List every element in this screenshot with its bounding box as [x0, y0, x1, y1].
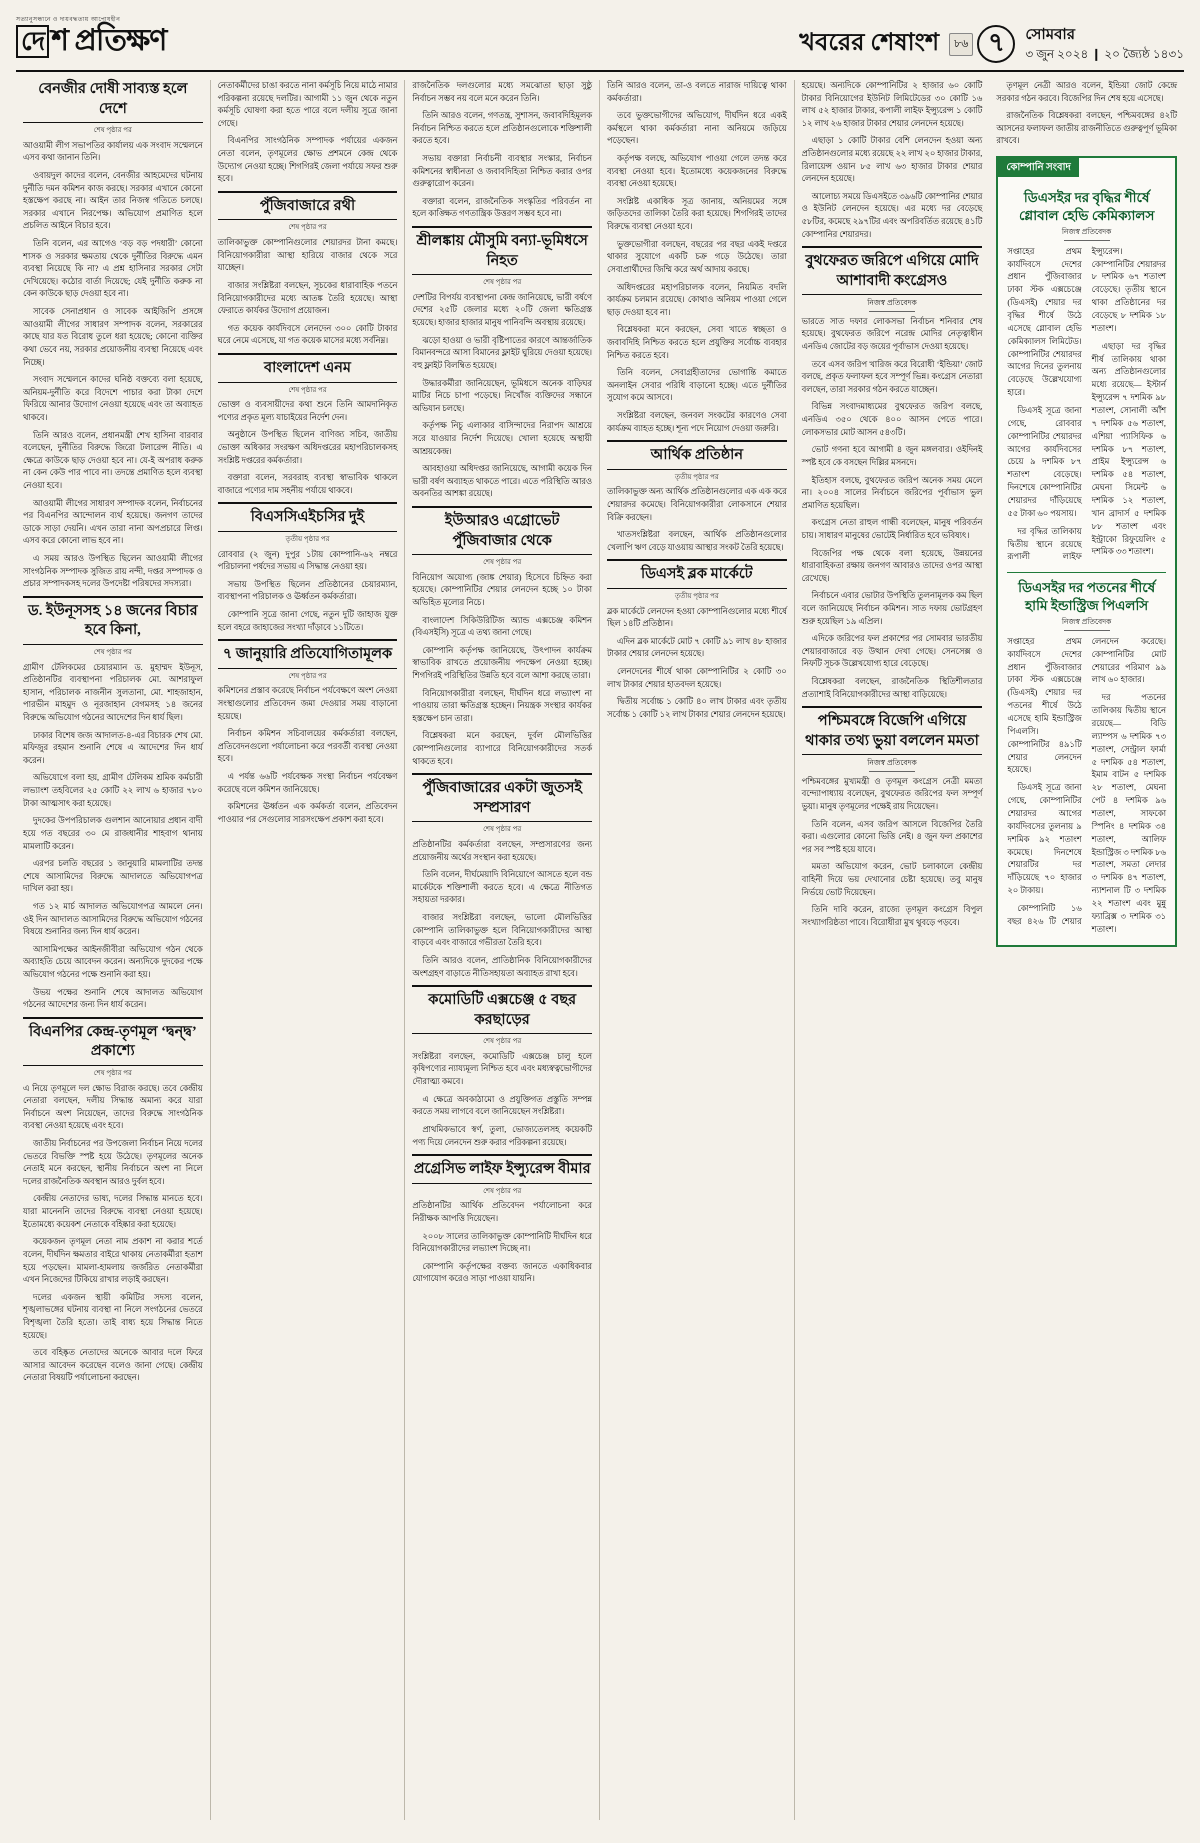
article-headline: পুঁজিবাজারের একটা জুতসই সম্প্রসারণ: [412, 773, 592, 822]
page-badge-small: ৮৬: [949, 33, 973, 56]
article-paragraph: ভারতে সাত দফার লোকসভা নির্বাচন শনিবার শেষ হয়েছে। বুথফেরত জরিপে নরেন্দ্র মোদির নেতৃত্বাধীন এনডিএ জোটের বড় জয়ের পূর্বাভাস দেওয়া হয়েছে।: [801, 316, 983, 352]
article-paragraph: তিনি বলেন, সেবাগ্রহীতাদের ভোগান্তি কমাতে অনলাইন সেবার পরিধি বাড়ানো হচ্ছে। এতে দুর্নীতির সুযোগ কমে আসবে।: [607, 368, 787, 403]
article-kicker: শেষ পৃষ্ঠার পর: [483, 1186, 522, 1195]
article-headline: আর্থিক প্রতিষ্ঠান: [607, 440, 787, 470]
byline-text: নিজস্ব প্রতিবেদক: [867, 758, 917, 768]
article-paragraph: নির্বাচন কমিশন সচিবালয়ের কর্মকর্তারা বলছেন, প্রতিবেদনগুলো পর্যালোচনা করে পরবর্তী ব্যবস্থা নেওয়া হবে।: [217, 729, 398, 764]
article-paragraph: কেন্দ্রীয় নেতাদের ভাষ্য, দলের সিদ্ধান্ত মানতে হবে। যারা মানেননি তাদের বিরুদ্ধে ব্যবস্থা নেওয়া হয়েছে। ইতোমধ্যে কয়েকশ নেতাকে বহিষ্কার করা হয়েছে।: [23, 1194, 203, 1229]
article-headline: বুথফেরত জরিপে এগিয়ে মোদি আশাবাদী কংগ্রেসও: [802, 246, 983, 295]
byline-rule: [869, 311, 915, 312]
article-headline: পুঁজিবাজারে রথী: [218, 191, 398, 221]
article-paragraph: ডিএসই সূত্রে জানা গেছে, রোববার কোম্পানিটির শেয়ারদর আগের কার্যদিবসের চেয়ে ৯ দশমিক ৮৭ শতাংশ বেড়েছে। দিনশেষে কোম্পানিটির শেয়ারদর দাঁড়িয়েছে ৫৫ টাকা ৬০ পয়সায়।: [1007, 406, 1082, 518]
article-paragraph: বাংলাদেশ সিকিউরিটিজ অ্যান্ড এক্সচেঞ্জ কমিশন (বিএসইসি) সূত্রে এ তথ্য জানা গেছে।: [412, 615, 592, 638]
article-paragraph: কোম্পানি কর্তৃপক্ষ জানিয়েছে, উৎপাদন কার্যক্রম স্বাভাবিক রাখতে প্রয়োজনীয় পদক্ষেপ নেওয়া হচ্ছে। শিগগিরই পরিস্থিতির উন্নতি হবে বলে আশা করছে তারা।: [412, 645, 592, 680]
company-news-headline: ডিএসইর দর বৃদ্ধির শীর্ষে গ্লোবাল হেভি কেমিক্যালস: [1018, 190, 1155, 223]
article-paragraph: আবহাওয়া অধিদপ্তর জানিয়েছে, আগামী কয়েক দিন ভারী বর্ষণ অব্যাহত থাকতে পারে। এতে পরিস্থিতি আরও অবনতির আশঙ্কা রয়েছে।: [412, 464, 592, 499]
date-line: ৩ জুন ২০২৪ ❙ ২০ জ্যৈষ্ঠ ১৪৩১: [1025, 47, 1184, 62]
weekday: সোমবার: [1025, 27, 1076, 44]
article-paragraph: বিএনপির সাংগঠনিক সম্পাদক পর্যায়ের একজন নেতা বলেন, তৃণমূলের ক্ষোভ প্রশমনে কেন্দ্র থেকে উদ্যোগ নেওয়া হচ্ছে। শিগগিরই জেলা পর্যায়ে সফর শুরু হবে।: [217, 136, 398, 184]
article-paragraph: অভিযোগে বলা হয়, গ্রামীণ টেলিকম শ্রমিক কর্মচারী লভ্যাংশ তহবিলের ২৫ কোটি ২২ লাখ ৬ হাজার ৭৮০ টাকা আত্মসাৎ করা হয়েছে।: [23, 773, 203, 808]
article-kicker: শেষ পৃষ্ঠার পর: [288, 223, 327, 232]
article-paragraph: প্রাথমিকভাবে স্বর্ণ, তুলা, ভোজ্যতেলসহ কয়েকটি পণ্য দিয়ে লেনদেন শুরু করার পরিকল্পনা রয়েছে।: [412, 1124, 592, 1147]
article-paragraph: আওয়ামী লীগ সভাপতির কার্যালয় এক সংবাদ সম্মেলনে এসব কথা জানান তিনি।: [23, 140, 203, 163]
article-paragraph: বক্তারা বলেন, রাজনৈতিক সংস্কৃতির পরিবর্তন না হলে কাঙ্ক্ষিত গণতান্ত্রিক উত্তরণ সম্ভব হবে না।: [412, 196, 592, 219]
masthead-right: [799, 14, 1184, 64]
article-paragraph: বিজেপির পক্ষ থেকে বলা হয়েছে, উন্নয়নের ধারাবাহিকতা রক্ষায় জনগণ আবারও তাদের ওপর আস্থা রেখেছে।: [801, 548, 983, 583]
article-paragraph: বিনিয়োগ অযোগ্য (জাঙ্ক শেয়ার) হিসেবে চিহ্নিত করা হয়েছে। কোম্পানিটির শেয়ার লেনদেন হচ্ছে ১০ টাকা অভিহিত মূল্যের নিচে।: [412, 572, 592, 607]
column-5: [795, 80, 1184, 1820]
article-paragraph: গ্রামীণ টেলিকমের চেয়ারম্যান ড. মুহাম্মদ ইউনূস, প্রতিষ্ঠানটির ব্যবস্থাপনা পরিচালক মো. আশরাফুল হাসান, পরিচালক নাজনীন সুলতানা, মো. শাহজাহান, পারভীন মাহমুদ ও নূরজাহান বেগমসহ ১৪ জনের বিরুদ্ধে অভিযোগ গঠনের আদেশের দিন ধার্য ছিল।: [23, 662, 203, 723]
article-headline: ৭ জানুয়ারি প্রতিযোগিতামূলক: [218, 639, 398, 669]
article-paragraph: তিনি আরও বলেন, গণতন্ত্র, সুশাসন, জবাবদিহিমূলক নির্বাচন নিশ্চিত করতে হলে প্রতিষ্ঠানগুলোকে শক্তিশালী করতে হবে।: [412, 111, 592, 146]
article-paragraph: কর্তৃপক্ষ নিচু এলাকার বাসিন্দাদের নিরাপদ আশ্রয়ে সরে যাওয়ার নির্দেশ দিয়েছে। খোলা হয়েছে অস্থায়ী আশ্রয়কেন্দ্র।: [412, 421, 592, 456]
article-paragraph: সংশ্লিষ্ট একাধিক সূত্র জানায়, অনিয়মের সঙ্গে জড়িতদের তালিকা তৈরি করা হয়েছে। শিগগিরই তাদের বিরুদ্ধে ব্যবস্থা নেওয়া হবে।: [607, 196, 787, 232]
article-paragraph: সংবাদ সম্মেলনে কাদের ঘনিষ্ঠ বক্তব্যে বলা হয়েছে, অনিয়ম-দুর্নীতি করে বিদেশে পাচার করা টাকা দেশে ফিরিয়ে আনার উদ্যোগ নেওয়া হয়েছে এবং তা অব্যাহত থাকবে।: [23, 375, 203, 422]
article-paragraph: রাজনৈতিক দলগুলোর মধ্যে সমঝোতা ছাড়া সুষ্ঠু নির্বাচন সম্ভব নয় বলে মনে করেন তিনি।: [412, 81, 592, 103]
article-paragraph: কংগ্রেস নেতা রাহুল গান্ধী বলেছেন, মানুষ পরিবর্তন চায়। সাধারণ মানুষের ভোটেই নির্ধারিত হবে ভবিষ্যৎ।: [801, 518, 983, 540]
article-paragraph: খাতসংশ্লিষ্টরা বলছেন, আর্থিক প্রতিষ্ঠানগুলোর খেলাপি ঋণ বেড়ে যাওয়ায় আস্থার সংকট তৈরি হয়েছে।: [607, 530, 787, 552]
date-block: [1025, 25, 1184, 63]
article-kicker: শেষ পৃষ্ঠার পর: [288, 671, 327, 680]
article-paragraph: এছাড়া ১ কোটি টাকার বেশি লেনদেন হওয়া অন্য প্রতিষ্ঠানগুলোর মধ্যে রয়েছে ২২ লাখ ২০ হাজার টাকার, রিলায়েন্স ওয়ান ৮৫ লাখ ৬৩ হাজার টাকার শেয়ার লেনদেন হয়েছে।: [801, 136, 983, 184]
article-paragraph: রাজনৈতিক বিশ্লেষকরা বলছেন, পশ্চিমবঙ্গের ৪২টি আসনের ফলাফল জাতীয় রাজনীতিতে গুরুত্বপূর্ণ ভূমিকা রাখবে।: [996, 111, 1177, 146]
article-paragraph: দলের একজন স্থায়ী কমিটির সদস্য বলেন, শৃঙ্খলাভঙ্গের ঘটনায় ব্যবস্থা না নিলে সংগঠনের ভেতরে বিশৃঙ্খলা তৈরি হতো। তাই বাধ্য হয়ে সিদ্ধান্ত নিতে হয়েছে।: [23, 1292, 203, 1340]
byline: [1007, 616, 1166, 630]
article-paragraph: গত কয়েক কার্যদিবসে লেনদেন ৩০০ কোটি টাকার ঘরে নেমে এসেছে, যা গত কয়েক মাসের মধ্যে সর্বনিম্ন।: [217, 323, 398, 346]
article-paragraph: এ নিয়ে তৃণমূলে দল ক্ষোভ বিরাজ করছে। তবে কেন্দ্রীয় নেতারা বলছেন, দলীয় সিদ্ধান্ত অমান্য করে যারা নির্বাচনে অংশ নিয়েছেন, তাদের বিরুদ্ধে সাংগঠনিক ব্যবস্থা নেওয়া হয়েছে এবং হবে।: [23, 1083, 203, 1131]
article-paragraph: সংশ্লিষ্টরা বলছেন, কমোডিটি এক্সচেঞ্জ চালু হলে কৃষিপণ্যের ন্যায্যমূল্য নিশ্চিত হবে এবং মধ্যস্বত্বভোগীদের দৌরাত্ম্য কমবে।: [412, 1051, 592, 1087]
article-headline: কমোডিটি এক্সচেঞ্জ ৫ বছর করছাড়ের: [412, 985, 592, 1034]
article-paragraph: এ সময় আরও উপস্থিত ছিলেন আওয়ামী লীগের সাংগঠনিক সম্পাদক সুজিত রায় নন্দী, দপ্তর সম্পাদক ও প্রচার সম্পাদকসহ দলের উপদেষ্টা পরিষদের সদস্যরা।: [23, 554, 203, 589]
article-paragraph: কর্তৃপক্ষ বলছে, অভিযোগ পাওয়া গেলে তদন্ত করে ব্যবস্থা নেওয়া হবে। ইতোমধ্যে কয়েকজনের বিরুদ্ধে ব্যবস্থা নেওয়া হয়েছে।: [607, 154, 787, 189]
article-paragraph: উভয় পক্ষের শুনানি শেষে আদালত অভিযোগ গঠনের আদেশের জন্য দিন ধার্য করেন।: [23, 987, 203, 1010]
article-paragraph: ভোট গণনা হবে আগামী ৪ জুন মঙ্গলবার। ওইদিনই স্পষ্ট হবে কে বসছেন দিল্লির মসনদে।: [801, 445, 983, 467]
company-news-headline: ডিএসইর দর পতনের শীর্ষে হামি ইন্ডাস্ট্রিজ পিএলসি: [1018, 580, 1156, 613]
company-news-inner: [998, 181, 1175, 936]
article-paragraph: কোম্পানি কর্তৃপক্ষের বক্তব্য জানতে একাধিকবার যোগাযোগ করেও সাড়া পাওয়া যায়নি।: [412, 1261, 592, 1284]
company-news-divider: [1007, 572, 1166, 573]
article-paragraph: আওয়ামী লীগের সাধারণ সম্পাদক বলেন, নির্বাচনের পর বিএনপির আন্দোলন ব্যর্থ হয়েছে। জনগণ তাদের ডাকে সাড়া দেয়নি। এখন তারা নানা অপপ্রচারে লিপ্ত। এসব করে কোনো লাভ হবে না।: [23, 498, 203, 546]
article-kicker: শেষ পৃষ্ঠার পর: [483, 278, 522, 287]
article-paragraph: প্রতিষ্ঠানটির আর্থিক প্রতিবেদন পর্যালোচনা করে নিরীক্ষক আপত্তি দিয়েছেন।: [412, 1201, 592, 1223]
article-paragraph: কোম্পানি সূত্রে জানা গেছে, নতুন দুটি জাহাজ যুক্ত হলে বহরে জাহাজের সংখ্যা দাঁড়াবে ১১টিতে।: [217, 610, 398, 632]
article-paragraph: ঝড়ো হাওয়া ও ভারী বৃষ্টিপাতের কারণে আন্তর্জাতিক বিমানবন্দরে আসা বিমানের ফ্লাইট ঘুরিয়ে দেওয়া হয়েছে। বহু ফ্লাইট বিলম্বিত হয়েছে।: [412, 335, 592, 370]
page-number: ৭: [977, 25, 1015, 63]
logo-tagline: সত্যানুসন্ধানে ও দায়বদ্ধতায় আপোষহীন: [16, 17, 121, 23]
column-1: [16, 80, 211, 1820]
byline-rule: [1064, 630, 1110, 631]
logo-badge: দে: [16, 25, 49, 58]
article-paragraph: অনুষ্ঠানে উপস্থিত ছিলেন বাণিজ্য সচিব, জাতীয় ভোক্তা অধিকার সংরক্ষণ অধিদপ্তরের মহাপরিচালকসহ সংশ্লিষ্ট দপ্তরের কর্মকর্তারা।: [217, 430, 398, 465]
article-paragraph: এরপর চলতি বছরের ১ জানুয়ারি মামলাটির তদন্ত শেষে আসামিদের বিরুদ্ধে আদালতে অভিযোগপত্র দাখিল করা হয়।: [23, 859, 203, 894]
article-paragraph: এদিকে জরিপের ফল প্রকাশের পর সোমবার ভারতীয় শেয়ারবাজারে বড় উত্থান দেখা গেছে। সেনসেক্স ও নিফটি সূচক উল্লেখযোগ্য হারে বেড়েছে।: [801, 634, 983, 669]
article-kicker: তৃতীয় পৃষ্ঠার পর: [674, 472, 719, 481]
article-paragraph: বিনিয়োগকারীরা বলছেন, দীর্ঘদিন ধরে লভ্যাংশ না পাওয়ায় তারা ক্ষতিগ্রস্ত হচ্ছেন। নিয়ন্ত্রক সংস্থার কার্যকর হস্তক্ষেপ চান তারা।: [412, 688, 592, 723]
article-paragraph: বক্তারা বলেন, সরবরাহ ব্যবস্থা স্বাভাবিক থাকলে বাজারে পণ্যের দাম সহনীয় পর্যায়ে থাকবে।: [217, 473, 398, 495]
article-paragraph: বিশ্লেষকরা মনে করছেন, দুর্বল মৌলভিত্তির কোম্পানিগুলোর ব্যাপারে বিনিয়োগকারীদের সতর্ক থাকতে হবে।: [412, 731, 592, 766]
byline: [1007, 226, 1166, 240]
article-paragraph: ডিএসই সূত্রে জানা গেছে, কোম্পানিটির শেয়ারদর আগের কার্যদিবসের তুলনায় ৯ দশমিক ৯২ শতাংশ কমেছে। দিনশেষে শেয়ারটির দর দাঁড়িয়েছে ৭০ হাজার ২০ টাকায়।: [1007, 783, 1082, 896]
article-paragraph: উদ্ধারকর্মীরা জানিয়েছেন, ভূমিধসে অনেক বাড়িঘর মাটির নিচে চাপা পড়েছে। নিখোঁজ ব্যক্তিদের সন্ধানে অভিযান চলছে।: [412, 378, 592, 413]
article-kicker: তৃতীয় পৃষ্ঠার পর: [285, 534, 330, 543]
page-badge: [949, 25, 1015, 63]
byline: [802, 297, 983, 311]
article-paragraph: দ্বিতীয় সর্বোচ্চ ১ কোটি ৪০ লাখ টাকার এবং তৃতীয় সর্বোচ্চ ১ কোটি ১২ লাখ টাকার শেয়ার লেনদেন হয়েছে।: [607, 697, 787, 719]
article-paragraph: তিনি দাবি করেন, রাজ্যে তৃণমূল কংগ্রেস বিপুল সংখ্যাগরিষ্ঠতা পাবে। বিরোধীরা মুখ থুবড়ে পড়বে।: [801, 905, 983, 927]
article-paragraph: দুদকের উপপরিচালক গুলশান আনোয়ার প্রধান বাদী হয়ে গত বছরের ৩০ মে রাজধানীর শাহবাগ থানায় মামলাটি করেন।: [23, 816, 203, 851]
article-paragraph: প্রতিষ্ঠানটির কর্মকর্তারা বলছেন, সম্প্রসারণের জন্য প্রয়োজনীয় অর্থের সংস্থান করা হয়েছে।: [412, 840, 592, 862]
article-paragraph: লেনদেনের শীর্ষে থাকা কোম্পানিটির ২ কোটি ৩০ লাখ টাকার শেয়ার হাতবদল হয়েছে।: [607, 667, 787, 689]
article-headline: বাংলাদেশ এনম: [218, 353, 398, 383]
article-paragraph: পশ্চিমবঙ্গের মুখ্যমন্ত্রী ও তৃণমূল কংগ্রেস নেত্রী মমতা বন্দ্যোপাধ্যায় বলেছেন, বুথফেরত জরিপের ফল সম্পূর্ণ ভুয়া। মানুষ তৃণমূলের পক্ষেই রায় দিয়েছেন।: [801, 776, 983, 812]
article-headline: শ্রীলঙ্কায় মৌসুমি বন্যা-ভূমিধসে নিহত: [412, 226, 592, 275]
page-title: খবরের শেষাংশ: [799, 30, 940, 56]
article-paragraph: নেতাকর্মীদের চাঙা করতে নানা কর্মসূচি নিয়ে মাঠে নামার পরিকল্পনা রয়েছে দলটির। আগামী ১১ জুন থেকে নতুন কর্মসূচি ঘোষণা করা হতে পারে বলে দলীয় সূত্রে জানা গেছে।: [217, 81, 398, 128]
article-paragraph: ২০০৮ সালের তালিকাভুক্ত কোম্পানিটি দীর্ঘদিন ধরে বিনিয়োগকারীদের লভ্যাংশ দিচ্ছে না।: [412, 1231, 592, 1254]
logo: [16, 26, 166, 56]
article-paragraph: সভায় বক্তারা নির্বাচনী ব্যবস্থার সংস্কার, নির্বাচন কমিশনের স্বাধীনতা ও জবাবদিহিতা নিশ্চিত করার ওপর গুরুত্বারোপ করেন।: [412, 154, 592, 189]
article-paragraph: গত ১২ মার্চ আদালত অভিযোগপত্র আমলে নেন। ওই দিন আদালত আসামিদের বিরুদ্ধে অভিযোগ গঠনের বিষয়ে শুনানির জন্য দিন ধার্য করেন।: [23, 901, 203, 937]
article-paragraph: তৃণমূল নেত্রী আরও বলেন, ইন্ডিয়া জোট কেন্দ্রে সরকার গঠন করবে। বিজেপির দিন শেষ হয়ে এসেছে।: [996, 81, 1177, 103]
article-paragraph: দর পতনের তালিকায় দ্বিতীয় স্থানে রয়েছে— বিডি ল্যাম্পস ৬ দশমিক ৭৩ শতাংশ, সেন্ট্রাল ফার্মা ৫ দশমিক ৫৪ শতাংশ, ইমাম বাটন ৫ দশমিক ২৮ শতাংশ, মেঘনা পেট ৪ দশমিক ৯৬ শতাংশ, সাফকো স্পিনিং ৪ দশমিক ৩৪ শতাংশ, আলিফ ইন্ডাস্ট্রিজ ৩ দশমিক ৮৬ শতাংশ, সমতা লেদার ৩ দশমিক ৪৭ শতাংশ, ন্যাশনাল টি ৩ দশমিক ২২ শতাংশ এবং মুন্নু ফ্যাব্রিক্স ৩ দশমিক ৩১ শতাংশ।: [1091, 693, 1166, 934]
article-paragraph: এ পর্যন্ত ৬৬টি পর্যবেক্ষক সংস্থা নির্বাচন পর্যবেক্ষণ করেছে বলে কমিশন জানিয়েছে।: [217, 772, 398, 794]
article-paragraph: সভায় উপস্থিত ছিলেন প্রতিষ্ঠানের চেয়ারম্যান, ব্যবস্থাপনা পরিচালক ও ঊর্ধ্বতন কর্মকর্তারা।: [217, 579, 398, 602]
article-kicker: শেষ পৃষ্ঠার পর: [483, 558, 522, 567]
company-news-body: [1007, 636, 1166, 937]
article-paragraph: বিশ্লেষকরা বলছেন, রাজনৈতিক স্থিতিশীলতার প্রত্যাশাই বিনিয়োগকারীদের আস্থা বাড়িয়েছে।: [801, 677, 983, 699]
article-paragraph: তিনি বলেন, এসব জরিপ আসলে বিজেপির তৈরি করা। এগুলোর কোনো ভিত্তি নেই। ৪ জুন ফল প্রকাশের পর সব স্পষ্ট হয়ে যাবে।: [801, 819, 983, 854]
article-paragraph: সংশ্লিষ্টরা বলছেন, জনবল সংকটের কারণেও সেবা কার্যক্রম ব্যাহত হচ্ছে। শূন্য পদে নিয়োগ দেওয়া জরুরি।: [607, 411, 787, 433]
article-headline: ড. ইউনূসসহ ১৪ জনের বিচার হবে কিনা,: [23, 596, 203, 645]
article-paragraph: সাবেক সেনাপ্রধান ও সাবেক আইজিপি প্রসঙ্গে আওয়ামী লীগের সাধারণ সম্পাদক বলেন, সরকারের কাছে যার যত বিরোধ তুলে ধরা হয়েছে; কোনো ব্যক্তির কথা ভেবে নয়, সরকার প্রয়োজনীয় ব্যবস্থা নিয়েছে এবং নিচ্ছে।: [23, 307, 203, 367]
article-paragraph: তবে এসব জরিপ খারিজ করে বিরোধী ‘ইন্ডিয়া’ জোট বলছে, প্রকৃত ফলাফল হবে সম্পূর্ণ ভিন্ন। কংগ্রেস নেতারা বলছেন, তারা সরকার গঠন করতে যাচ্ছেন।: [801, 359, 983, 394]
article-paragraph: আলোচ্য সময়ে ডিএসইতে ৩৯৬টি কোম্পানির শেয়ার ও ইউনিট লেনদেন হয়েছে। এর মধ্যে দর বেড়েছে ৫৮টির, কমেছে ২৯৭টির এবং অপরিবর্তিত রয়েছে ৪১টি কোম্পানির শেয়ারদর।: [801, 191, 983, 239]
article-paragraph: এদিন ব্লক মার্কেটে মোট ৭ কোটি ৯১ লাখ ৪৮ হাজার টাকার শেয়ার লেনদেন হয়েছে।: [607, 636, 787, 659]
article-paragraph: তিনি বলেন, এর আগেও ‘বড় বড় পদধারী’ কোনো শাসক ও সরকার ক্ষমতায় থেকে দুর্নীতির বিরুদ্ধে এমন ব্যবস্থা নিয়েছে কি না? এ প্রশ্ন হাসিনার সরকার সেটা দেখিয়েছে। কঠোর বার্তা দিয়েছে; যেই দুর্নীতি করুক না কেন কাউকে ছাড় দেওয়া হবে না।: [23, 239, 203, 299]
company-news-box: [996, 156, 1177, 947]
masthead: [16, 14, 1184, 72]
article-paragraph: তিনি আরও বলেন, তা-ও বলতে নারাজ দায়িত্বে থাকা কর্মকর্তারা।: [607, 81, 787, 103]
article-headline: ডিএসই ব্লক মার্কেটে: [607, 559, 787, 589]
article-paragraph: সপ্তাহের প্রথম কার্যদিবসে দেশের প্রধান পুঁজিবাজার ঢাকা স্টক এক্সচেঞ্জে (ডিএসই) শেয়ার দর বৃদ্ধির শীর্ষে উঠে এসেছে গ্লোবাল হেভি কেমিক্যালস লিমিটেড। কোম্পানিটির শেয়ারদর আগের দিনের তুলনায় বেড়েছে উল্লেখযোগ্য হারে।: [1007, 246, 1082, 398]
byline: [802, 757, 983, 771]
article-headline: ইউআরও এগ্রোভেট পুঁজিবাজার থেকে: [412, 506, 592, 555]
article-paragraph: কয়েকজন তৃণমূল নেতা নাম প্রকাশ না করার শর্তে বলেন, দীর্ঘদিন ক্ষমতার বাইরে থাকায় নেতাকর্মীরা হতাশ হয়ে পড়ছেন। মামলা-হামলায় জর্জরিত নেতাকর্মীরা এখন নিজেদের টিকিয়ে রাখার লড়াই করছেন।: [23, 1237, 203, 1285]
byline-text: নিজস্ব প্রতিবেদক: [1061, 227, 1112, 237]
company-news-body: [1007, 246, 1166, 565]
article-headline: বিএসসিএইচসির দুই: [218, 502, 398, 532]
byline-text: নিজস্ব প্রতিবেদক: [867, 298, 917, 308]
article-paragraph: ভুক্তভোগীরা বলছেন, বছরের পর বছর একই দপ্তরে থাকার সুযোগে একটি চক্র গড়ে উঠেছে। তারা সেবাপ্রার্থীদের জিম্মি করে অর্থ আদায় করছে।: [607, 239, 787, 274]
column-2: [211, 80, 406, 1820]
article-paragraph: কোম্পানিটি ১৬ বছর ৪২৬ টি শেয়ার লেনদেন করেছে। কোম্পানিটির মোট শেয়ারের পরিমাণ ৯৯ লাখ ৬০ হাজার।: [1007, 636, 1166, 926]
article-paragraph: তালিকাভুক্ত অন্য আর্থিক প্রতিষ্ঠানগুলোর এক এক করে শেয়ারদর কমেছে। বিনিয়োগকারীরা লোকসানে শেয়ার বিক্রি করছেন।: [607, 487, 787, 522]
article-paragraph: তিনি আরও বলেন, প্রাতিষ্ঠানিক বিনিয়োগকারীদের অংশগ্রহণ বাড়াতে নীতিসহায়তা অব্যাহত রাখা হবে।: [412, 955, 592, 978]
article-paragraph: দেশটির বিপর্যয় ব্যবস্থাপনা কেন্দ্র জানিয়েছে, ভারী বর্ষণে দেশের ২৫টি জেলার মধ্যে ২০টি জেলা ক্ষতিগ্রস্ত হয়েছে। হাজার হাজার মানুষ পানিবন্দি অবস্থায় রয়েছে।: [412, 292, 592, 328]
article-paragraph: বিভিন্ন সংবাদমাধ্যমের বুথফেরত জরিপ বলছে, এনডিএ ৩৫০ থেকে ৪০০ আসন পেতে পারে। লোকসভার মোট আসন ৫৪৩টি।: [801, 402, 983, 437]
byline-text: নিজস্ব প্রতিবেদক: [1061, 617, 1112, 627]
column-3: [405, 80, 600, 1820]
article-kicker: শেষ পৃষ্ঠার পর: [288, 385, 327, 394]
article-paragraph: তবে বহিষ্কৃত নেতাদের অনেকে আবার দলে ফিরে আসার আবেদন করেছেন বলেও জানা গেছে। কেন্দ্রীয় নেতারা বিষয়টি পর্যালোচনা করছেন।: [23, 1348, 203, 1383]
article-paragraph: ওবায়দুল কাদের বলেন, বেনজীর আহমেদের ঘটনায় দুর্নীতি দমন কমিশন কাজ করছে। সরকার এখানে কোনো হস্তক্ষেপ করছে না। আইন তার নিজস্ব গতিতে চলছে। সরকার এখানে নিরপেক্ষ। অভিযোগ প্রমাণিত হলে প্রচলিত আইনে বিচার হবে।: [23, 170, 203, 231]
article-paragraph: ইতিহাস বলছে, বুথফেরত জরিপ অনেক সময় মেলে না। ২০০৪ সালের নির্বাচনে জরিপের পূর্বাভাস ভুল প্রমাণিত হয়েছিল।: [801, 475, 983, 510]
article-kicker: শেষ পৃষ্ঠার পর: [483, 825, 522, 834]
article-paragraph: বিশ্লেষকরা মনে করছেন, সেবা খাতে স্বচ্ছতা ও জবাবদিহি নিশ্চিত করতে হলে প্রযুক্তির সর্বোচ্চ ব্যবহার নিশ্চিত করতে হবে।: [607, 325, 787, 360]
article-kicker: শেষ পৃষ্ঠার পর: [93, 1068, 132, 1077]
article-paragraph: হয়েছে। অন্যদিকে কোম্পানিটির ২ হাজার ৬০ কোটি টাকার বিনিয়োগের ইউনিট লিমিটেডের ৩০ কোটি ১৬ লাখ ৫২ হাজার টাকার, কপালী লাইফ ইন্স্যুরেন্স ১ কোটি ১২ লাখ ২৬ হাজার টাকার শেয়ার লেনদেন হয়েছে।: [801, 81, 983, 128]
article-paragraph: কমিশনের প্রস্তাব করেছে নির্বাচন পর্যবেক্ষণে অংশ নেওয়া সংস্থাগুলোর প্রতিবেদন জমা দেওয়ার সময় বাড়ানো হয়েছে।: [217, 686, 398, 721]
article-paragraph: সপ্তাহের প্রথম কার্যদিবসে দেশের প্রধান পুঁজিবাজার ঢাকা স্টক এক্সচেঞ্জে (ডিএসই) শেয়ার দর পতনের শীর্ষে উঠে এসেছে হামি ইন্ডাস্ট্রিজ পিএলসি। কোম্পানিটির ৪৯১টি শেয়ার লেনদেন হয়েছে।: [1007, 636, 1082, 775]
article-paragraph: নির্বাচনে এবার ভোটার উপস্থিতি তুলনামূলক কম ছিল বলে জানিয়েছে নির্বাচন কমিশন। সাত দফায় ভোটগ্রহণ শুরু হয়েছিল ১৯ এপ্রিল।: [801, 591, 983, 626]
article-paragraph: আসামিপক্ষের আইনজীবীরা অভিযোগ গঠন থেকে অব্যাহতি চেয়ে আবেদন করেন। অন্যদিকে দুদকের পক্ষে অভিযোগ গঠনের পক্ষে শুনানি করা হয়।: [23, 944, 203, 980]
article-paragraph: তালিকাভুক্ত কোম্পানিগুলোর শেয়ারদর টানা কমছে। বিনিয়োগকারীরা আস্থা হারিয়ে বাজার থেকে সরে যাচ্ছেন।: [217, 238, 398, 273]
article-paragraph: তিনি বলেন, দীর্ঘমেয়াদি বিনিয়োগে আসতে হলে বন্ড মার্কেটকে শক্তিশালী করতে হবে। এ ক্ষেত্রে নীতিগত সহায়তা দরকার।: [412, 870, 592, 905]
article-paragraph: ব্লক মার্কেটে লেনদেন হওয়া কোম্পানিগুলোর মধ্যে শীর্ষে ছিল ১৪টি প্রতিষ্ঠান।: [607, 606, 787, 629]
article-paragraph: ঢাকার বিশেষ জজ আদালত-৪-এর বিচারক শেখ মো. মফিজুর রহমান শুনানি শেষে এ আদেশের দিন ধার্য করেন।: [23, 730, 203, 765]
logo-block: [16, 14, 166, 56]
article-paragraph: এছাড়া দর বৃদ্ধির শীর্ষ তালিকায় থাকা অন্য প্রতিষ্ঠানগুলোর মধ্যে রয়েছে— ইস্টার্ন ইন্স্যুরেন্স ৭ দশমিক ৯৮ শতাংশ, সোনালী আঁশ ৭ দশমিক ৫৬ শতাংশ, এশিয়া প্যাসিফিক ৬ দশমিক ৮৭ শতাংশ, প্রাইম ইন্স্যুরেন্স ৬ দশমিক ৫৪ শতাংশ, মেঘনা সিমেন্ট ৬ দশমিক ১২ শতাংশ, খান ব্রাদার্স ৫ দশমিক ৮৮ শতাংশ এবং ইন্ট্রাকো রিফুয়েলিং ৫ দশমিক ৩৩ শতাংশ।: [1091, 341, 1166, 557]
column-4: [600, 80, 795, 1820]
article-paragraph: কমিশনের ঊর্ধ্বতন এক কর্মকর্তা বলেন, প্রতিবেদন পাওয়ার পর সেগুলোর সারসংক্ষেপ প্রকাশ করা হবে।: [217, 802, 398, 824]
article-paragraph: তবে ভুক্তভোগীদের অভিযোগ, দীর্ঘদিন ধরে একই কর্মস্থলে থাকা কর্মকর্তারা নানা অনিয়মে জড়িয়ে পড়েছেন।: [607, 111, 787, 146]
article-paragraph: ভোক্তা ও ব্যবসায়ীদের কথা শুনে তিনি আমদানিকৃত পণ্যের প্রকৃত মূল্য যাচাইয়ের নির্দেশ দেন।: [217, 400, 398, 422]
byline-rule: [1064, 240, 1110, 241]
article-paragraph: মমতা অভিযোগ করেন, ভোট চলাকালে কেন্দ্রীয় বাহিনী দিয়ে ভয় দেখানোর চেষ্টা হয়েছে। তবু মানুষ নির্ভয়ে ভোট দিয়েছেন।: [801, 862, 983, 897]
byline-rule: [869, 771, 915, 772]
article-headline: পশ্চিমবঙ্গে বিজেপি এগিয়ে থাকার তথ্য ভুয়া বললেন মমতা: [802, 706, 983, 755]
article-paragraph: অধিদপ্তরের মহাপরিচালক বলেন, নিয়মিত বদলি কার্যক্রম চলমান রয়েছে। কোথাও অনিয়ম পাওয়া গেলে ছাড় দেওয়া হবে না।: [607, 282, 787, 317]
article-kicker: শেষ পৃষ্ঠার পর: [483, 1037, 522, 1046]
article-paragraph: দর বৃদ্ধির তালিকায় দ্বিতীয় স্থানে রয়েছে রূপালী লাইফ ইন্স্যুরেন্স। কোম্পানিটির শেয়ারদর ৮ দশমিক ৬৭ শতাংশ বেড়েছে। তৃতীয় স্থানে থাকা প্রতিষ্ঠানের দর বেড়েছে ৮ দশমিক ১৮ শতাংশ।: [1007, 246, 1166, 562]
article-headline: বিএনপির কেন্দ্র-তৃণমূল ‘দ্বন্দ্ব’ প্রকাশ্যে: [23, 1017, 203, 1066]
article-headline: প্রগ্রেসিভ লাইফ ইন্স্যুরেন্স বীমার: [412, 1154, 592, 1184]
article-paragraph: রোববার (২ জুন) দুপুর ১টায় কোম্পানি-৬২ নম্বরে পরিচালনা পর্ষদের সভায় এ সিদ্ধান্ত নেওয়া হয়।: [217, 549, 398, 572]
article-kicker: শেষ পৃষ্ঠার পর: [93, 647, 132, 656]
company-news-tag: কোম্পানি সংবাদ: [998, 158, 1078, 177]
article-paragraph: বাজার সংশ্লিষ্টরা বলছেন, সূচকের ধারাবাহিক পতনে বিনিয়োগকারীদের মধ্যে আতঙ্ক তৈরি হয়েছে। আস্থা ফেরাতে কার্যকর উদ্যোগ প্রয়োজন।: [217, 280, 398, 316]
article-headline: বেনজীর দোষী সাব্যস্ত হলে দেশে: [23, 80, 203, 123]
logo-text: শ প্রতিক্ষণ: [51, 24, 167, 57]
column-grid: [16, 80, 1184, 1820]
article-kicker: তৃতীয় পৃষ্ঠার পর: [674, 592, 719, 601]
article-paragraph: তিনি আরও বলেন, প্রধানমন্ত্রী শেখ হাসিনা বারবার বলেছেন, দুর্নীতির বিরুদ্ধে জিরো টলারেন্স নীতি। এ ক্ষেত্রে কাউকে ছাড় দেওয়া হবে না। যে-ই অপরাধ করুক না কেন কেউ পার পাবে না। তদন্তে প্রমাণিত হলে ব্যবস্থা নেওয়া হবে।: [23, 430, 203, 490]
article-paragraph: বাজার সংশ্লিষ্টরা বলছেন, ভালো মৌলভিত্তির কোম্পানি তালিকাভুক্ত হলে বিনিয়োগকারীদের আস্থা বাড়বে এবং বাজারে গভীরতা তৈরি হবে।: [412, 913, 592, 948]
article-kicker: শেষ পৃষ্ঠার পর: [93, 126, 132, 135]
article-paragraph: এ ক্ষেত্রে অবকাঠামো ও প্রযুক্তিগত প্রস্তুতি সম্পন্ন করতে সময় লাগবে বলে জানিয়েছেন সংশ্লিষ্টরা।: [412, 1094, 592, 1117]
article-paragraph: জাতীয় নির্বাচনের পর উপজেলা নির্বাচন নিয়ে দলের ভেতরে বিভক্তি স্পষ্ট হয়ে উঠেছে। তৃণমূলের অনেক নেতাই মনে করছেন, স্থানীয় নির্বাচনে অংশ না নিলে দলের রাজনৈতিক অবস্থান আরও দুর্বল হবে।: [23, 1139, 203, 1186]
